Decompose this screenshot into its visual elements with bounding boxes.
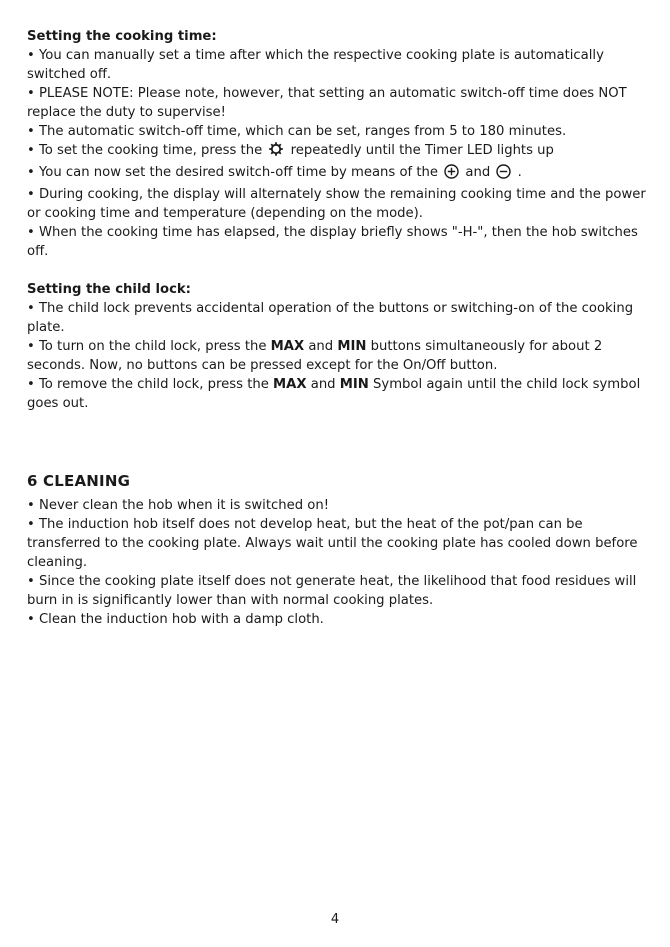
timer-bullet-2: • PLEASE NOTE: Please note, however, that setting an automatic switch-off time does NOT replace the duty to supervise! <box>27 86 627 120</box>
min-button-label: MIN <box>337 339 367 354</box>
cleaning-heading: 6 CLEANING <box>27 472 131 490</box>
child-lock-bullet-3-text-before: • To remove the child lock, press the <box>27 377 274 392</box>
timer-bullet-4 <box>27 141 647 163</box>
circled-plus-icon <box>444 164 459 185</box>
timer-bullet-6: • During cooking, the display will alternately show the remaining cooking time and the power or cooking time and temperature (depending on the mode). <box>27 187 646 221</box>
child-lock-bullet-2-text-before: • To turn on the child lock, press the <box>27 339 271 354</box>
circled-minus-icon <box>496 164 511 185</box>
cleaning-section <box>27 470 647 629</box>
cleaning-bullet-1: • Never clean the hob when it is switched on! <box>27 498 330 513</box>
cleaning-bullet-4: • Clean the induction hob with a damp cloth. <box>27 612 324 627</box>
timer-bullet-5-text-and: and <box>461 165 495 180</box>
max-button-label: MAX <box>270 339 305 354</box>
timer-bullet-7: • When the cooking time has elapsed, the display briefly shows "-H-", then the hob switches off. <box>27 225 638 259</box>
max-button-label: MAX <box>273 377 307 392</box>
child-lock-bullet-3 <box>27 375 647 413</box>
timer-bullet-4-text-after: repeatedly until the Timer LED lights up <box>286 143 554 158</box>
child-lock-section-title: Setting the child lock: <box>27 282 191 297</box>
child-lock-bullet-2-text-and: and <box>304 339 338 354</box>
child-lock-bullet-2 <box>27 337 647 375</box>
timer-bullet-1: • You can manually set a time after which the respective cooking plate is automatically switched off. <box>27 48 604 82</box>
timer-bullet-5 <box>27 163 647 185</box>
child-lock-section <box>27 280 647 413</box>
timer-gear-icon <box>268 141 284 163</box>
page-number: 4 <box>330 912 340 927</box>
timer-section-title: Setting the cooking time: <box>27 29 217 44</box>
timer-bullet-3: • The automatic switch-off time, which can be set, ranges from 5 to 180 minutes. <box>27 124 567 139</box>
cleaning-bullet-3: • Since the cooking plate itself does not generate heat, the likelihood that food residues will burn in is significantly lower than with normal cooking plates. <box>27 574 637 608</box>
child-lock-bullet-3-text-after: Symbol again until the child lock symbol goes out. <box>27 377 641 411</box>
min-button-label: MIN <box>339 377 369 392</box>
cleaning-bullet-2: • The induction hob itself does not develop heat, but the heat of the pot/pan can be transferred to the cooking plate. Always wait until the cooking plate has cooled down before cleaning. <box>27 517 638 570</box>
child-lock-bullet-1: • The child lock prevents accidental operation of the buttons or switching-on of the cooking plate. <box>27 301 634 335</box>
timer-bullet-5-text-before: • You can now set the desired switch-off time by means of the <box>27 165 443 180</box>
timer-bullet-4-text-before: • To set the cooking time, press the <box>27 143 267 158</box>
document-page <box>27 27 647 629</box>
child-lock-bullet-2-text-after: buttons simultaneously for about 2 seconds. Now, no buttons can be pressed except for the On/Off button. <box>27 339 603 373</box>
child-lock-bullet-3-text-and: and <box>306 377 340 392</box>
timer-bullet-5-text-end: . <box>513 165 522 180</box>
timer-section <box>27 27 647 261</box>
